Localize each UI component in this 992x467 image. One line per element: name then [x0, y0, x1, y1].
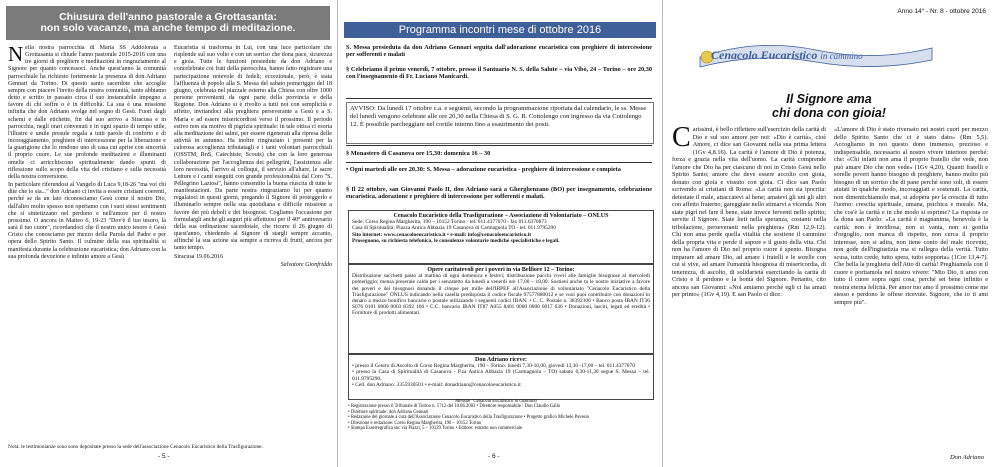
article-place-date: Siracusa 19.06.2016 — [174, 253, 224, 260]
association-title: Cenacolo Eucaristico della Trasfigurazione – Associazione di Volontariato – ONLUS — [393, 213, 609, 219]
charity-text: Distribuzione sacchetti pasto al mattino di ogni domenica e festivi; distribuzione pacchi viveri alle famiglie bisognose al mercoledì pomeriggio; mensa preserale calda per i senzatetto da lunedì a venerdì ore 17,00 – 18,00. Sostieni anche tu le nostre iniziative a favore dei poveri e dei bisognosi donando il cinque per mille dell'IRPEF all'Associazione di volontariato "Cenacolo Eucaristico della Trasfigurazione" ONLUS indicando nella casella predisposta il codice fiscale 97577880012 e se vuoi puoi contribuire con donazioni in denaro a mezzo bonifico bancario o postale utilizzando i seguenti codici IBAN: • C. C. Postale n. 38392106 • Banco posta IBAN IT36 S076 0101 0000 0003 8392 106 • C.C. bancario IBAN IT87 A055 8401 0000 0000 0017 636 • Donazioni, lasciti, legati ed eredità • Forniture di prodotti alimentari. — [352, 273, 650, 317]
reception-line: • presso il Centro di Ascolto di Corso Regina Margherita, 190 – Torino: lunedì 7,30-10,00, giovedì 13,30 -17,00 – tel. 011.4377070 — [352, 363, 635, 370]
program-first-friday: § Celebriamo il primo venerdì, 7 ottobre, presso il Santuario N. S. della Salute – via Vibò, 24 – Torino – ore 20,30 con l'insegnamento di Fr. Luciano Manicardi. — [346, 66, 652, 81]
page-7 — [666, 0, 992, 467]
program-casanova: § Monastero di Casanova ore 15,30: domenica 16 – 30 — [346, 150, 491, 157]
page-divider — [662, 0, 663, 467]
masthead-title-main: Cenacolo Eucaristico — [711, 48, 818, 62]
editorial-text: arissimi, è bello riflettere sull'esercizio della carità di Dio e sul suo amore per noi: «Dio è carità», cioè Amore, ci dice san Giovanni nella sua prima lettera (1Gv 4,8.16). La carità è l'amore di Dio è potenza, forza e grazia nella vita dell'uomo. La carità comprende l'amore che Dio ha per ciascuno di noi in Cristo Gesù nello Spirito Santo; amore che deve essere accolto con gioia, donato con gioia e vissuto con gioia. Ci dice san Paolo scrivendo ai cristiani di Roma: «La carità non sia ipocrita: detestate il male, attaccatevi al bene; amatevi gli uni gli altri con affetto fraterno, gareggiate nello stimarvi a vicenda. Non siate pigri nel fare il bene, siate invece ferventi nello spirito; servite il Signore. Siate lieti nella speranza, costanti nella tribolazione, perseveranti nella preghiera» (Rm 12,9-12). Chi non ama perde quella vitalità che sostiene il cammino della propria vita e perde il sapore e il gusto della vita. Chi non ha l'amore di Dio nel proprio cuore è spento. Bisogna imparare ad amare Dio, ad amare i fratelli e le sorelle con cui si vive, ad amare l'umanità bisognosa di misericordia, di tenerezza, di ascolto, di solidarietà esercitando la carità di Cristo e il perdono e la bontà del Signore. Pertanto, cito ancora san Giovanni: «Noi amiamo perché egli ci ha amati per primo» (1Gv 4,19). E san Paolo ci dice: — [672, 126, 826, 298]
page-number: - 6 - — [488, 453, 500, 460]
reception-title: Don Adriano riceve: — [475, 357, 527, 363]
divider — [346, 162, 652, 163]
page-6 — [340, 0, 658, 467]
notice-box: AVVISO: Da lunedì 17 ottobre c.a. e seguenti, secondo la programmazione riportata dal calendario, le ss. Messe del lunedì vengono celebrate alle ore 20,30 nella Chiesa di S. G. B. Cottolengo con ingresso da via Cottolengo 12. È possibile parcheggiare nel cortile interno fino a esaurimento dei posti. — [346, 102, 654, 144]
article-signature: Salvatore Gionfriddo — [280, 262, 332, 269]
program-header: Programma incontri mese di ottobre 2016 — [344, 22, 656, 38]
divider — [346, 145, 652, 146]
editorial-column-2 — [834, 126, 988, 452]
reception-line: • Cell. don Adriano: 3355930501 • e-mail: donadriano@cenacoloeucaristico.it — [352, 381, 521, 388]
editorial-title-line-1: Il Signore ama — [786, 92, 872, 106]
article-columns — [8, 45, 332, 440]
article-paragraph: Eucaristia si trasforma in Lui, con una luce particolare che risplende sul suo volto e con un sorriso che dona pace, sicurezza e gioia. Tutte le funzioni presiedute da don Adriano e concelebrate coi frati della parrocchia, hanno fatto registrare una partecipazione notevole di fedeli; eccezionale, però, è stata l'affluenza di popolo alla S. Messa del sabato pomeriggio del 18 giugno, celebrata nel piazzale esterno alla Chiesa con oltre 1000 persone provenienti da ogni parte della provincia e della Regione. Don Adriano si è rivolto a tutti noi con semplicità e affetto, invitandoci alla preghiera perseverante a Gesù e a S. Maria e ad essere misericordiosi verso il prossimo. Il periodo estivo non sia motivo di pigrizia spirituale: in tale ottica ci esorta alla meditazione dei salmi, per essere rigenerati alla ripresa delle attività in autunno. Ha inoltre ringraziato i presenti per la calorosa accoglienza tributatagli e i tanti volontari parrocchiali (OSSTM, RnS, Catechiste, Scouts) che con la loro generosa collaborazione per l'accoglienza dei pellegrini, l'assistenza alle loro necessità, l'arrivo al colloqui, il servizio all'altare, le sacre Letture e i canti eseguiti con grande professionalità dal Coro "S. Pellegrino Laziosi", hanno consentito la buona riuscita di tutte le manifestazioni. Da parte nostra ringraziamo lui per quanto regalatoci in questi giorni, pregando il Signore di proteggerlo e illuminarlo sempre nella sua quotidiana e difficile missione a favore dei più deboli e dei bisognosi. Cogliamo l'occasione per formulargli anche gli auguri più affettuosi per il 40° anniversario della sua ordinazione sacerdotale, che ricorre il 26 giugno di quest'anno, chiedendo al Signore di stargli sempre accanto, affinché la sua azione sia sempre a ricreva di frutti, ancora per tanto tempo. — [174, 45, 332, 252]
program-intro: S. Messa presieduta da don Adriano Gennari seguita dall'adorazione eucaristica con preghiere di intercessione per sofferenti e malati — [346, 44, 652, 59]
credits-line: • Redazione del giornale a cura dell'Associazione Cenacolo Eucaristico della Trasfigurazione • Progetto grafico Michele Pavesio — [348, 415, 590, 421]
credits-line: • Direttore spirituale: don Adriano Gennari — [348, 409, 429, 415]
charity-box — [348, 264, 654, 354]
association-line: Sede: Corso Regina Margherita, 190 – 10152 Torino - tel. 011.4377070 - fax 011.6370873 — [352, 219, 547, 226]
credits — [348, 399, 646, 431]
article-paragraph: In particolare riferendosi al Vangelo di Luca 9,18-26 "ma voi chi dite che io sia..." don Adriano ci invita a essere cristiani coerenti, perché se da un lato riconosciamo Gesù come il nostro Dio, dall'altro molto spesso non operiamo con i suoi stessi sentimenti che si sintetizzano nel perdono e nell'amore per il nostro prossimo. O ancora in Matteo 6, 19-23 "Dov'è il tuo tesoro, là sarà il tuo cuore", ricordandoci che il nostro unico tesoro è Gesù Cristo che conosciamo per mezzo della Parola del Padre e per opera dello Spirito Santo. Il culmine della sua spiritualità si manifesta durante la celebrazione eucaristica; don Adriano con la sua profonda devozione e infinito amore a Gesù — [8, 182, 166, 260]
footnote: Nota: le testimonianze sono sono depositate presso la sede dell'associazione Cenacolo Eucaristico della Trasfigurazione. — [8, 444, 263, 450]
reception-box — [348, 354, 654, 400]
article-paragraph: ella nostra parrocchia di Maria SS Addolorata a Grottasanta si chiude l'anno pastorale 2015-2016 con una tre giorni di preghiere e meditazioni in ringraziamento al Signore per quanto concessoci. Anche quest'anno la comunità parrocchiale ha richiesto fortemente la presenza di don Adriano Gennari da Torino. Di questo santo sacerdote che accoglie sempre con piacere l'invito della nostra comunità, tanto abbiamo detto e scritto in passato circa il suo instancabile impegno a favore di chi soffre o è in difficoltà. La sua è una missione infinita che don Adriano svolge nel segno di Gesù. Fuori dagli schemi e dalle etichette, fin dal suo arrivo a Siracusa e in parrocchia, negli orari convenuti e in ogni spazio di tempo utile, l'illustre e umile presule regala a tutti parole di conforto e di incoraggiamento, preghiere di intercessione per la liberazione e la guarigione che lo rendono uno di casa cui aprire con sincerità il proprio cuore. Le sue profonde meditazioni e illuminanti omelie ci arricchiscono spiritualmente dando spunti di riflessione sullo scopo della vita del cristiano e sulla necessità della nostra conversione. — [8, 45, 166, 180]
editorial-text: «L'amore di Dio è stato riversato nei nostri cuori per mezzo dello Spirito Santo che ci è stato dato» (Rm 5,5). Accogliamo in noi questo dono immenso, prezioso e indispensabile, necessario al nostro vivere interiore perché: che: «Chi infatti non ama il proprio fratello che vede, non può amare Dio che non vede» (1Gv 4,20). Quanti fratelli e sorelle poveri hanno bisogno di preghiere, hanno molto più bisogno di un sorriso che di pane perché sono soli, di essere aiutati in qualche modo, incoraggiati e sostenuti. La carità, non dimentichiamolo mai, si adopera per la crescita di tutto l'uomo: crescita spirituale, umana, psichica e morale. Ma, che cos'è la carità e in che modo si esprime? La risposta ce la dona san Paolo: «La carità è magnanima, benevola è la carità; non è invidiosa, non si vanta, non si gonfia d'orgoglio, non manca di rispetto, non cerca il proprio interesse, non si adira, non tiene conto del male ricevuto, non gode dell'ingiustizia ma si rallegra della verità. Tutto scusa, tutto crede, tutto spera, tutto sopporta» (1Cor 13,4-7). Che bella la preghiera dell'Atto di carità! Preghiamola con il cuore e portiamola nel nostro vivere: "Mio Dio, ti amo con tutto il cuore sopra ogni cosa, perché sei bene infinito e nostra eterna felicità. Per amor tuo amo il prossimo come me stesso e perdono le offese ricevute. Signore, che io ti ami sempre più". — [834, 126, 988, 306]
credits-line: • Registrazione presso il Tribunale di Torino n. 5712 del 10.06.2003 • Direttore responsabile : Don Claudio Gallo — [348, 404, 561, 410]
editorial-columns — [672, 126, 988, 452]
editorial-title — [666, 92, 992, 120]
association-line: Proseguono, su richiesta telefonica, le consulenze volontarie mediche specialistiche e legali. — [352, 237, 560, 244]
divider — [346, 98, 652, 99]
credits-line: • Stampa Esserregrafica snc via Piazzi, 5 – 10129 Torino • Editore: estratto non commerciale — [348, 426, 523, 432]
page-divider — [337, 0, 338, 467]
masthead-title — [711, 48, 863, 63]
credits-title: Mensile "Cenacolo Eucaristico in cammino" — [455, 399, 539, 404]
reception-line: • presso la Casa di Spiritualità di Casanova - P.za Antica Abbazia 19 (Carmagnola – TO) sabato 6,30-11,30 segue S. Messa – tel. 011.9795290. — [352, 369, 650, 382]
issue-info: Anno 14° - Nr. 8 - ottobre 2016 — [897, 8, 986, 15]
drop-cap: N — [8, 45, 24, 66]
article-header — [6, 6, 330, 40]
article-header-line-2: non solo vacanze, ma anche tempo di meditazione. — [40, 22, 296, 34]
editorial-signature: Don Adriano — [949, 454, 984, 461]
drop-cap: C — [672, 126, 691, 153]
association-line: Casa di Spiritualità: Piazza Antica Abbazia 19 Casanova di Carmagnola TO - tel. 011.9795290 — [352, 225, 556, 232]
page-5 — [0, 0, 336, 467]
charity-title: Opere caritatevoli per i poveri in via Belfiore 12 – Torino: — [427, 267, 575, 273]
article-column-1 — [8, 45, 166, 440]
article-column-2 — [174, 45, 332, 440]
association-line: Sito internet: www.cenacoloeucaristico.it • e-mail: info@cenacoloeucaristico.it — [352, 231, 532, 238]
page-number: - 5 - — [158, 453, 170, 460]
association-box — [348, 210, 654, 264]
credits-line: • Direzione e redazione: Corso Regina Margherita, 190 – 10152 Torino — [348, 420, 482, 426]
program-oct-22: § Il 22 ottobre, san Giovanni Paolo II, don Adriano sarà a Gherghenzano (BO) per insegnamento, celebrazione eucaristica, adorazione e preghiere di intercessione per sofferenti e malati. — [346, 186, 652, 201]
article-header-line-1: Chiusura dell'anno pastorale a Grottasanta: — [59, 11, 277, 23]
editorial-title-line-2: chi dona con gioia! — [772, 106, 886, 120]
editorial-column-1 — [672, 126, 826, 452]
program-tuesdays: • Ogni martedì alle ore 20,30: S. Messa – adorazione eucaristica - preghiere di intercessione e compieta — [346, 166, 621, 173]
masthead-title-small: in cammino — [820, 51, 863, 61]
